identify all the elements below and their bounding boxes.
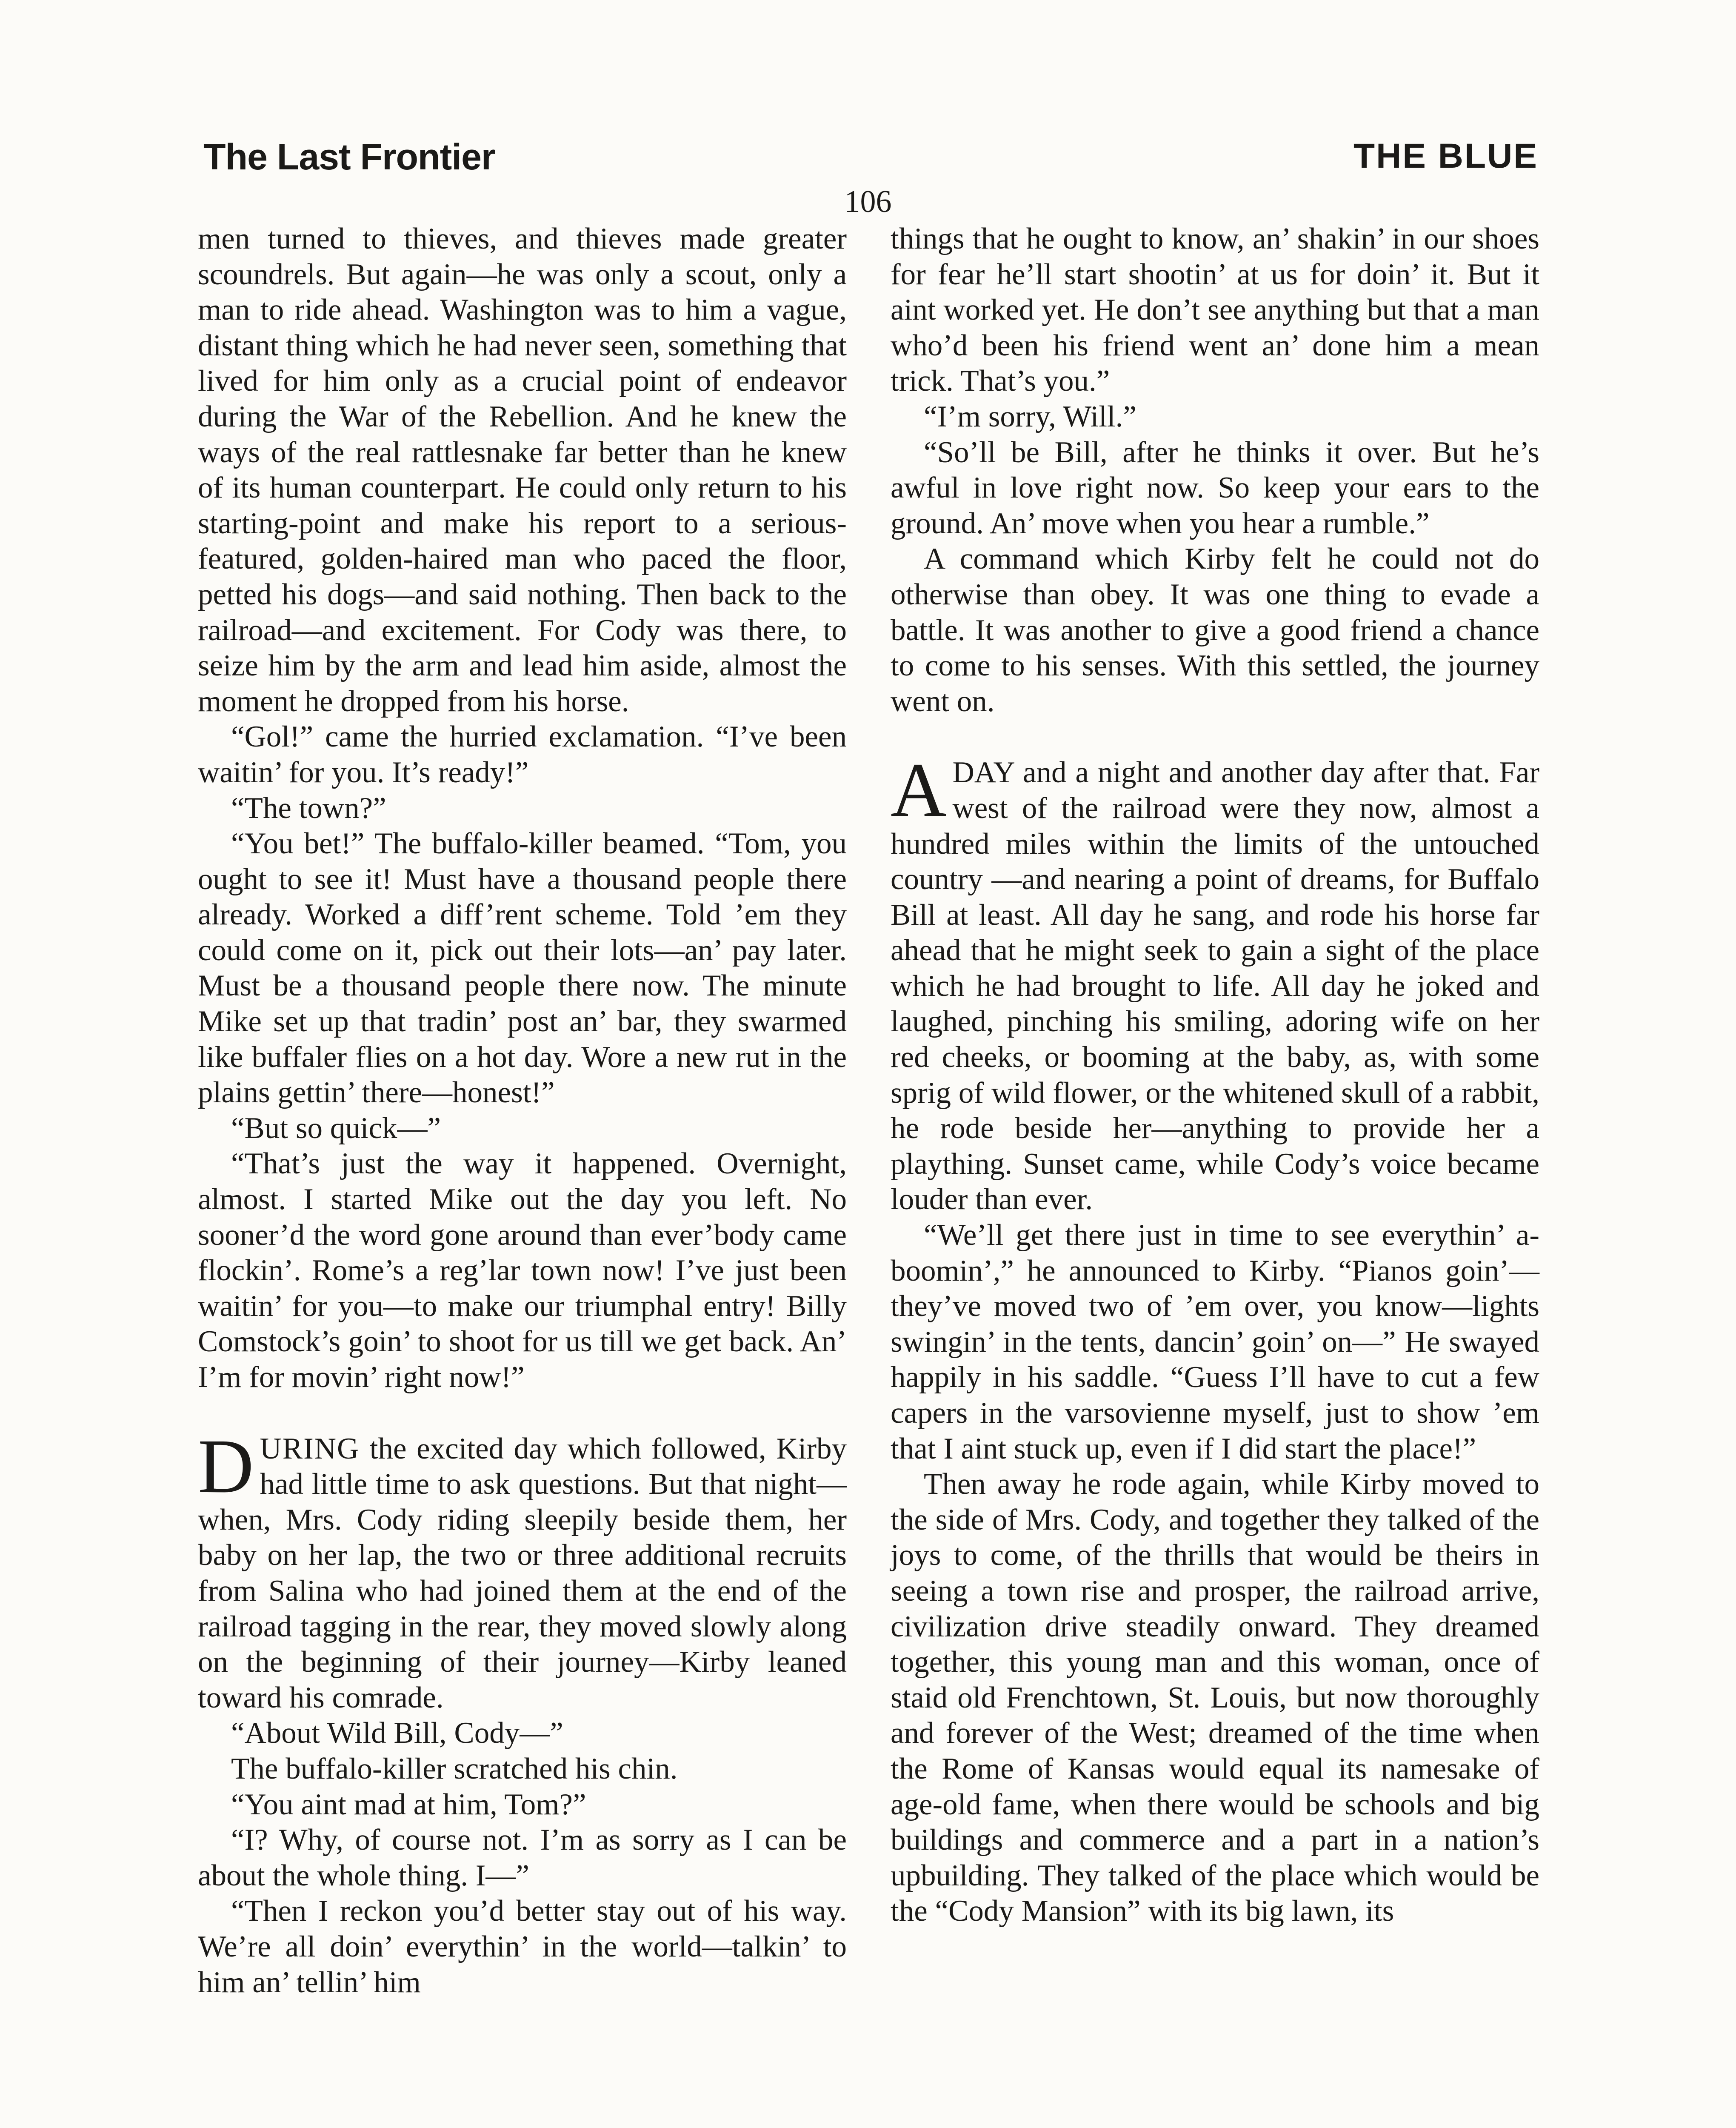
magazine-name: THE BLUE bbox=[1353, 137, 1538, 175]
section-opening-paragraph bbox=[891, 747, 1539, 1218]
drop-cap: A bbox=[891, 747, 947, 833]
drop-cap: D bbox=[198, 1423, 254, 1509]
right-column bbox=[891, 221, 1539, 1929]
paragraph: “That’s just the way it happened. Overnight, almost. I started Mike out the day you left. No sooner’d the word gone around than ever’body came flockin’. Rome’s a reg’lar town now! I’ve just been waitin’ for you—to make our triumphal entry! Billy Comstock’s goin’ to shoot for us till we get back. An’ I’m for movin’ right now!” bbox=[198, 1147, 847, 1394]
paragraph: A command which Kirby felt he could not do otherwise than obey. It was one thing to evade a battle. It was another to give a good friend a chance to come to his senses. With this settled, the journey went on. bbox=[891, 542, 1539, 718]
paragraph-text: and a night and another day after that. Far west of the railroad were they now, almost a hundred miles within the limits of the untouched country —and nearing a point of dreams, for Buffalo Bill at least. All day he sang, and rode his horse far ahead that he might seek to gain a sight of the place which he had brought to life. All day he joked and laughed, pinching his smiling, adoring wife on her red cheeks, or booming at the baby, as, with some sprig of wild flower, or the whitened skull of a rabbit, he rode beside her—anything to provide her a plaything. Sunset came, while Cody’s voice became louder than ever. bbox=[891, 756, 1539, 1216]
paragraph: “You bet!” The buffalo-killer beamed. “Tom, you ought to see it! Must have a thousand people there already. Worked a diff’rent scheme. Told ’em they could come on it, pick out their lots—an’ pay later. Must be a thousand people there now. The minute Mike set up that tradin’ post an’ bar, they swarmed like buffaler flies on a hot day. Wore a new rut in the plains gettin’ there—honest!” bbox=[198, 827, 847, 1110]
lead-in-caps: URING bbox=[260, 1432, 360, 1465]
paragraph: The buffalo-killer scratched his chin. bbox=[231, 1752, 678, 1785]
paragraph: “Gol!” came the hurried exclamation. “I’ve been waitin’ for you. It’s ready!” bbox=[198, 720, 847, 789]
paragraph-text: the excited day which followed, Kirby had little time to ask questions. But that night—when, Mrs. Cody riding sleepily beside them, her baby on her lap, the two or three additional recruits from Salina who had joined them at the end of the railroad tagging in the rear, they moved slowly along on the beginning of their journey—Kirby leaned toward his comrade. bbox=[198, 1432, 847, 1714]
page-number: 106 bbox=[844, 184, 892, 219]
paragraph: men turned to thieves, and thieves made greater scoundrels. But again—he was only a scout, only a man to ride ahead. Washington was to him a vague, distant thing which he had never seen, something that lived for him only as a crucial point of endeavor during the War of the Rebellion. And he knew the ways of the real rattlesnake far better than he knew of its human counterpart. He could only return to his starting-point and make his report to a serious-featured, golden-haired man who paced the floor, petted his dogs—and said nothing. Then back to the railroad—and excitement. For Cody was there, to seize him by the arm and lead him aside, almost the moment he dropped from his horse. bbox=[198, 222, 847, 718]
paragraph: “Then I reckon you’d better stay out of his way. We’re all doin’ everythin’ in the world—talkin’ to him an’ tellin’ him bbox=[198, 1894, 847, 1999]
lead-in-caps: DAY bbox=[952, 756, 1014, 789]
paragraph: “So’ll be Bill, after he thinks it over. But he’s awful in love right now. So keep your ears to the ground. An’ move when you hear a rumble.” bbox=[891, 435, 1539, 540]
paragraph: “I? Why, of course not. I’m as sorry as I can be about the whole thing. I—” bbox=[198, 1823, 847, 1892]
running-title: The Last Frontier bbox=[203, 137, 495, 177]
paragraph: things that he ought to know, an’ shakin’ in our shoes for fear he’ll start shootin’ at us for doin’ it. But it aint worked yet. He don’t see anything but that a man who’d been his friend went an’ done him a mean trick. That’s you.” bbox=[891, 222, 1539, 398]
paragraph: “The town?” bbox=[231, 791, 386, 825]
left-column bbox=[198, 221, 847, 2000]
section-opening-paragraph bbox=[198, 1423, 847, 1716]
paragraph: “About Wild Bill, Cody—” bbox=[231, 1716, 563, 1750]
paragraph: “We’ll get there just in time to see everythin’ a-boomin’,” he announced to Kirby. “Pianos goin’—they’ve moved two of ’em over, you know—lights swingin’ in the tents, dancin’ goin’ on—” He swayed happily in his saddle. “Guess I’ll have to cut a few capers in the varsovienne myself, just to show ’em that I aint stuck up, even if I did start the place!” bbox=[891, 1218, 1539, 1465]
paragraph: “I’m sorry, Will.” bbox=[924, 400, 1136, 433]
paragraph: “You aint mad at him, Tom?” bbox=[231, 1788, 586, 1821]
paragraph: Then away he rode again, while Kirby moved to the side of Mrs. Cody, and together they talked of the joys to come, of the thrills that would be theirs in seeing a town rise and prosper, the railroad arrive, civilization drive steadily onward. They dreamed together, this young man and this woman, once of staid old Frenchtown, St. Louis, but now thoroughly and forever of the West; dreamed of the time when the Rome of Kansas would equal its namesake of age-old fame, when there would be schools and big buildings and commerce and a part in a nation’s upbuilding. They talked of the place which would be the “Cody Mansion” with its big lawn, its bbox=[891, 1467, 1539, 1928]
paragraph: “But so quick—” bbox=[231, 1111, 441, 1145]
